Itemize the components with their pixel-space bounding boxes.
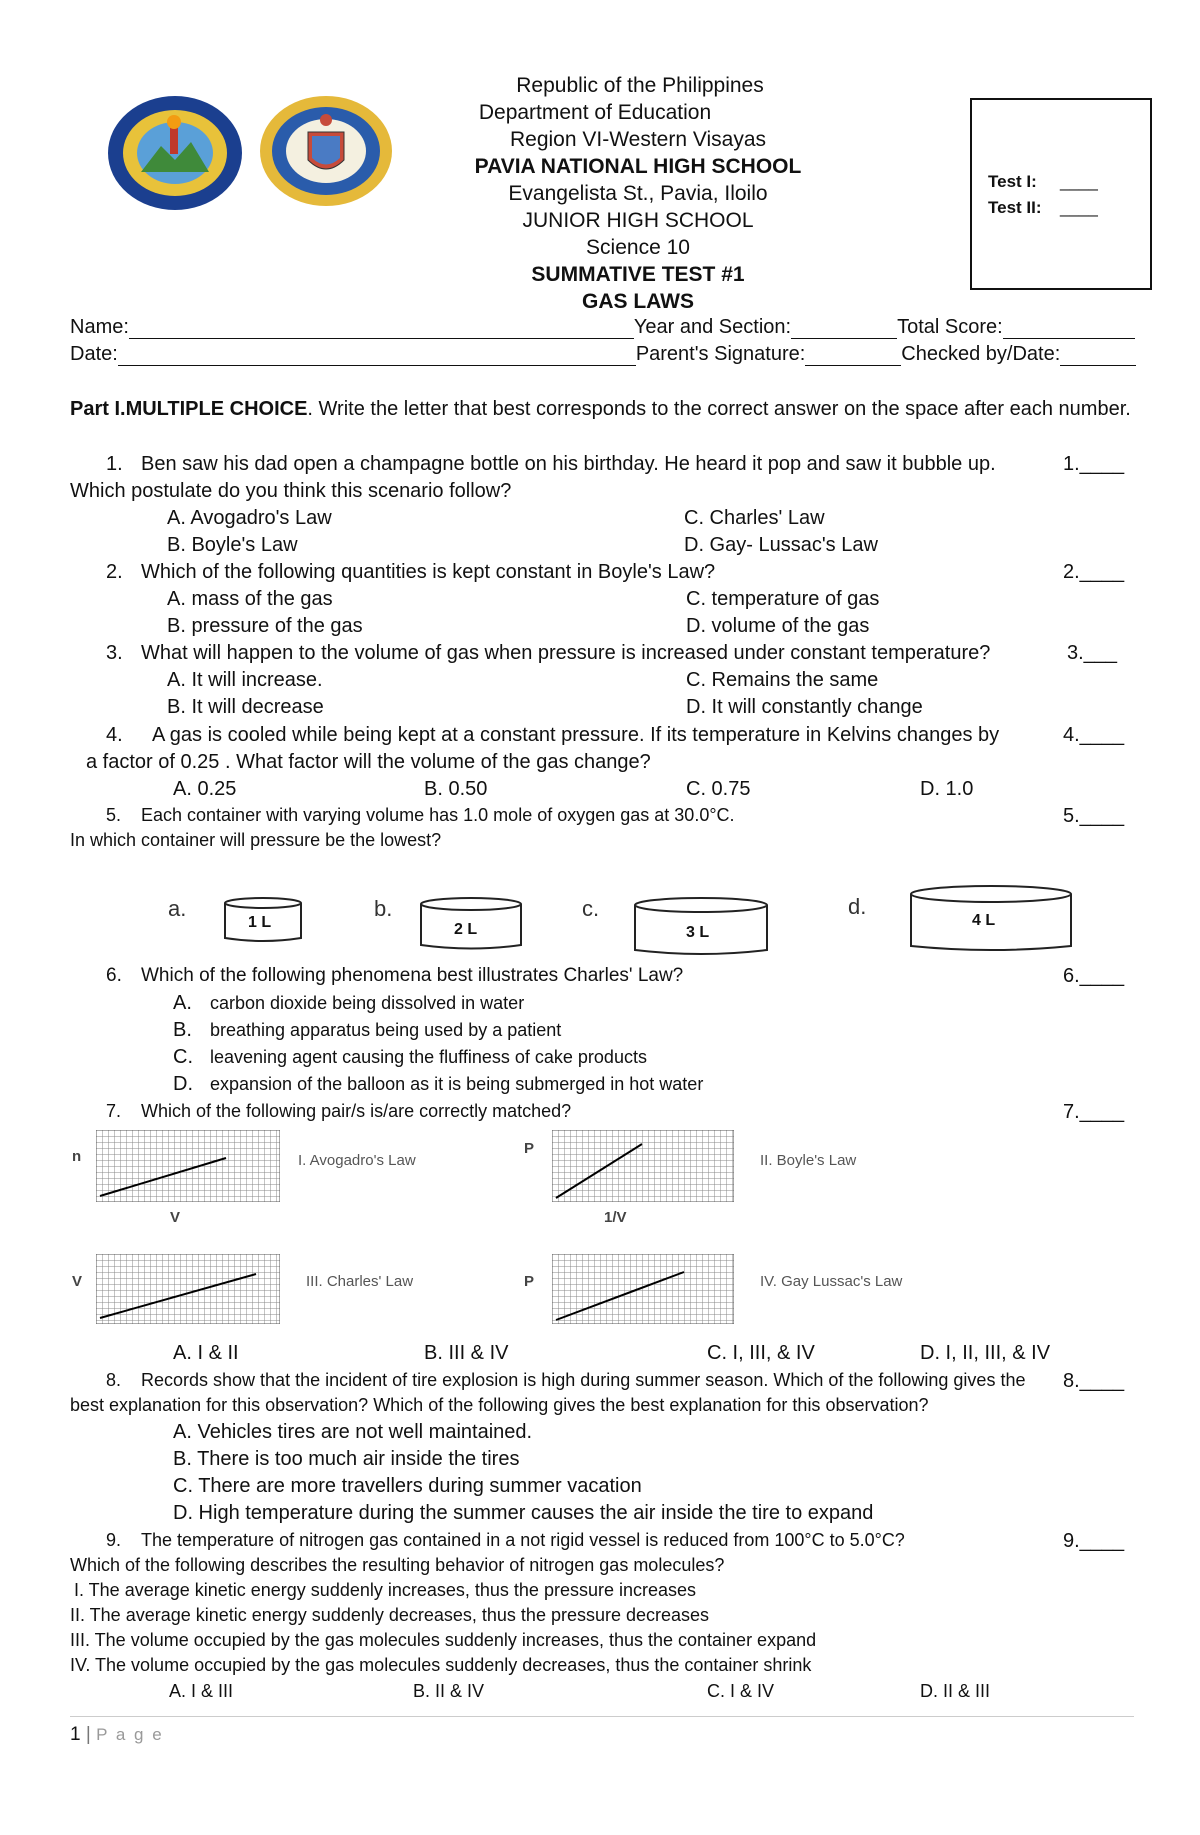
q7-text: Which of the following pair/s is/are correctly matched?: [141, 1101, 572, 1121]
q2-num: 2.: [106, 561, 123, 583]
q8-num: 8.: [106, 1370, 122, 1390]
q9-item-2: II. The average kinetic energy suddenly decreases, thus the pressure decreases: [70, 1605, 710, 1625]
q8-text2: best explanation for this observation? Which of the following gives the best explanation for this observation?: [70, 1395, 929, 1415]
q7-option-d: D. I, II, III, & IV: [920, 1342, 1051, 1364]
q9-option-b: B. II & IV: [413, 1681, 485, 1701]
graph-boyle: [552, 1130, 734, 1202]
q3-option-a: A. It will increase.: [167, 669, 323, 691]
header-topic: GAS LAWS: [581, 290, 694, 313]
graph2-x-axis: 1/V: [604, 1209, 627, 1226]
container-label-b: b.: [374, 896, 393, 921]
graph2-label: II. Boyle's Law: [760, 1152, 857, 1169]
page-footer: [70, 1724, 164, 1746]
q2-option-d: D. volume of the gas: [686, 615, 870, 637]
graph-avogadro: [96, 1130, 280, 1202]
q6-option-b: B.: [173, 1019, 192, 1041]
q9-text: The temperature of nitrogen gas contained in a not rigid vessel is reduced from 100°C to 5.0°C?: [141, 1530, 905, 1550]
q9-option-d: D. II & III: [920, 1681, 991, 1701]
q6-text: Which of the following phenomena best illustrates Charles' Law?: [141, 965, 684, 986]
test2-label: Test II:: [988, 198, 1042, 217]
q9-answer-blank[interactable]: 9.____: [1063, 1530, 1125, 1552]
date-field[interactable]: [118, 347, 636, 366]
header-subject: Science 10: [586, 236, 690, 259]
graph1-label: I. Avogadro's Law: [298, 1152, 416, 1169]
q3-answer-blank[interactable]: 3.___: [1067, 642, 1118, 664]
q6-option-d-text: expansion of the balloon as it is being submerged in hot water: [210, 1074, 704, 1094]
q6-option-c-text: leavening agent causing the fluffiness of cake products: [210, 1047, 647, 1067]
container-label-d: d.: [848, 894, 867, 919]
parent-label: Parent's Signature:: [635, 343, 806, 365]
q4-text2: a factor of 0.25 . What factor will the volume of the gas change?: [86, 751, 651, 773]
q7-option-c: C. I, III, & IV: [707, 1342, 815, 1364]
container-4l-label: 4 L: [972, 912, 996, 929]
q6-option-c: C.: [173, 1046, 193, 1068]
q8-answer-blank[interactable]: 8.____: [1063, 1370, 1125, 1392]
q9-text2: Which of the following describes the resulting behavior of nitrogen gas molecules?: [70, 1555, 725, 1575]
header-region: Region VI-Western Visayas: [509, 128, 766, 151]
q2-answer-blank[interactable]: 2.____: [1063, 561, 1125, 583]
q9-num: 9.: [106, 1530, 122, 1550]
q5-text: Each container with varying volume has 1.0 mole of oxygen gas at 30.0°C.: [141, 805, 735, 825]
test1-blank[interactable]: ____: [1060, 172, 1098, 191]
q1-text2: Which postulate do you think this scenario follow?: [70, 480, 512, 502]
container-1l-label: 1 L: [248, 914, 272, 931]
date-label: Date:: [70, 343, 118, 365]
q4-option-d: D. 1.0: [920, 778, 974, 800]
q8-option-c: C. There are more travellers during summer vacation: [173, 1475, 642, 1497]
page-number: 1: [70, 1724, 81, 1745]
q1-answer-blank[interactable]: 1.____: [1063, 453, 1125, 475]
q3-text: What will happen to the volume of gas when pressure is increased under constant temperature?: [141, 642, 991, 664]
parent-field[interactable]: [805, 347, 901, 366]
graph1-x-axis: V: [170, 1209, 181, 1226]
q3-option-b: B. It will decrease: [167, 696, 324, 718]
q2-option-a: A. mass of the gas: [167, 588, 333, 610]
container-2l-label: 2 L: [454, 921, 478, 938]
q1-option-d: D. Gay- Lussac's Law: [684, 534, 878, 556]
container-label-a: a.: [168, 896, 187, 921]
q9-option-c: C. I & IV: [707, 1681, 775, 1701]
graph2-y-axis: P: [524, 1140, 535, 1157]
q3-option-c: C. Remains the same: [686, 669, 879, 691]
header-republic: Republic of the Philippines: [516, 74, 764, 97]
name-field[interactable]: [129, 320, 634, 339]
q5-answer-blank[interactable]: 5.____: [1063, 805, 1125, 827]
header-department: Department of Education: [478, 101, 712, 124]
q3-num: 3.: [106, 642, 123, 664]
q9-option-a: A. I & III: [169, 1681, 234, 1701]
part1-title: Part I.MULTIPLE CHOICE: [70, 398, 308, 420]
school-logo: [106, 94, 244, 212]
q8-option-b: B. There is too much air inside the tires: [173, 1448, 520, 1470]
form-row-2: [70, 343, 1136, 366]
form-row-1: [70, 316, 1135, 339]
checked-field[interactable]: [1060, 347, 1136, 366]
graph1-y-axis: n: [72, 1148, 82, 1165]
name-label: Name:: [70, 316, 129, 338]
part1-instructions: [70, 398, 1131, 421]
graph-gay-lussac: [552, 1254, 734, 1324]
q6-option-a: A.: [173, 992, 192, 1014]
header-test-title: SUMMATIVE TEST #1: [531, 263, 745, 286]
q6-num: 6.: [106, 965, 122, 986]
q7-answer-blank[interactable]: 7.____: [1063, 1101, 1125, 1123]
q1-option-a: A. Avogadro's Law: [167, 507, 332, 529]
q4-text: A gas is cooled while being kept at a constant pressure. If its temperature in Kelvins changes by: [152, 724, 1000, 746]
q2-option-b: B. pressure of the gas: [167, 615, 363, 637]
q8-option-a: A. Vehicles tires are not well maintained.: [173, 1421, 533, 1443]
container-label-c: c.: [582, 896, 600, 921]
page-separator: |: [80, 1724, 97, 1745]
q4-option-a: A. 0.25: [173, 778, 237, 800]
total-label: Total Score:: [897, 316, 1003, 338]
score-box: [970, 98, 1152, 290]
q3-option-d: D. It will constantly change: [686, 696, 923, 718]
footer-rule: [70, 1716, 1134, 1717]
graph4-y-axis: P: [524, 1273, 535, 1290]
q6-option-a-text: carbon dioxide being dissolved in water: [210, 993, 525, 1013]
q7-option-a: A. I & II: [173, 1342, 239, 1364]
deped-logo: [258, 94, 394, 208]
q1-option-b: B. Boyle's Law: [167, 534, 298, 556]
q4-option-c: C. 0.75: [686, 778, 751, 800]
q6-answer-blank[interactable]: 6.____: [1063, 965, 1125, 987]
header-address: Evangelista St., Pavia, Iloilo: [508, 182, 768, 205]
q1-num: 1.: [106, 453, 123, 475]
graph3-label: III. Charles' Law: [306, 1273, 414, 1290]
q1-text: Ben saw his dad open a champagne bottle on his birthday. He heard it pop and saw it bubble up.: [141, 453, 996, 475]
q7-option-b: B. III & IV: [424, 1342, 509, 1364]
year-field[interactable]: [791, 320, 897, 339]
graph-charles: [96, 1254, 280, 1324]
q4-answer-blank[interactable]: 4.____: [1063, 724, 1125, 746]
q7-num: 7.: [106, 1101, 122, 1121]
year-label: Year and Section:: [633, 316, 792, 338]
q4-num: 4.: [106, 724, 123, 746]
header-dept: JUNIOR HIGH SCHOOL: [522, 209, 754, 232]
q8-text: Records show that the incident of tire explosion is high during summer season. Which of the following gives the: [141, 1370, 1026, 1390]
q9-item-4: IV. The volume occupied by the gas molecules suddenly decreases, thus the container shrink: [70, 1655, 812, 1675]
q8-option-d: D. High temperature during the summer causes the air inside the tire to expand: [173, 1502, 874, 1524]
q9-item-1: I. The average kinetic energy suddenly increases, thus the pressure increases: [74, 1580, 697, 1600]
part1-text: . Write the letter that best corresponds to the correct answer on the space after each number.: [307, 398, 1131, 420]
test2-blank[interactable]: ____: [1060, 198, 1098, 217]
page-label: P a g e: [96, 1725, 164, 1744]
q1-option-c: C. Charles' Law: [684, 507, 825, 529]
header-school: PAVIA NATIONAL HIGH SCHOOL: [474, 155, 802, 178]
graph3-y-axis: V: [72, 1273, 83, 1290]
total-field[interactable]: [1003, 320, 1135, 339]
q6-option-d: D.: [173, 1073, 193, 1095]
container-3l-label: 3 L: [686, 924, 710, 941]
q4-option-b: B. 0.50: [424, 778, 488, 800]
q2-text: Which of the following quantities is kept constant in Boyle's Law?: [141, 561, 716, 583]
graph4-label: IV. Gay Lussac's Law: [760, 1273, 903, 1290]
test1-label: Test I:: [988, 172, 1037, 191]
checked-label: Checked by/Date:: [901, 343, 1061, 365]
q2-option-c: C. temperature of gas: [686, 588, 880, 610]
q5-text2: In which container will pressure be the lowest?: [70, 830, 442, 850]
q5-num: 5.: [106, 805, 122, 825]
q9-item-3: III. The volume occupied by the gas molecules suddenly increases, thus the container expand: [70, 1630, 817, 1650]
q6-option-b-text: breathing apparatus being used by a patient: [210, 1020, 562, 1040]
